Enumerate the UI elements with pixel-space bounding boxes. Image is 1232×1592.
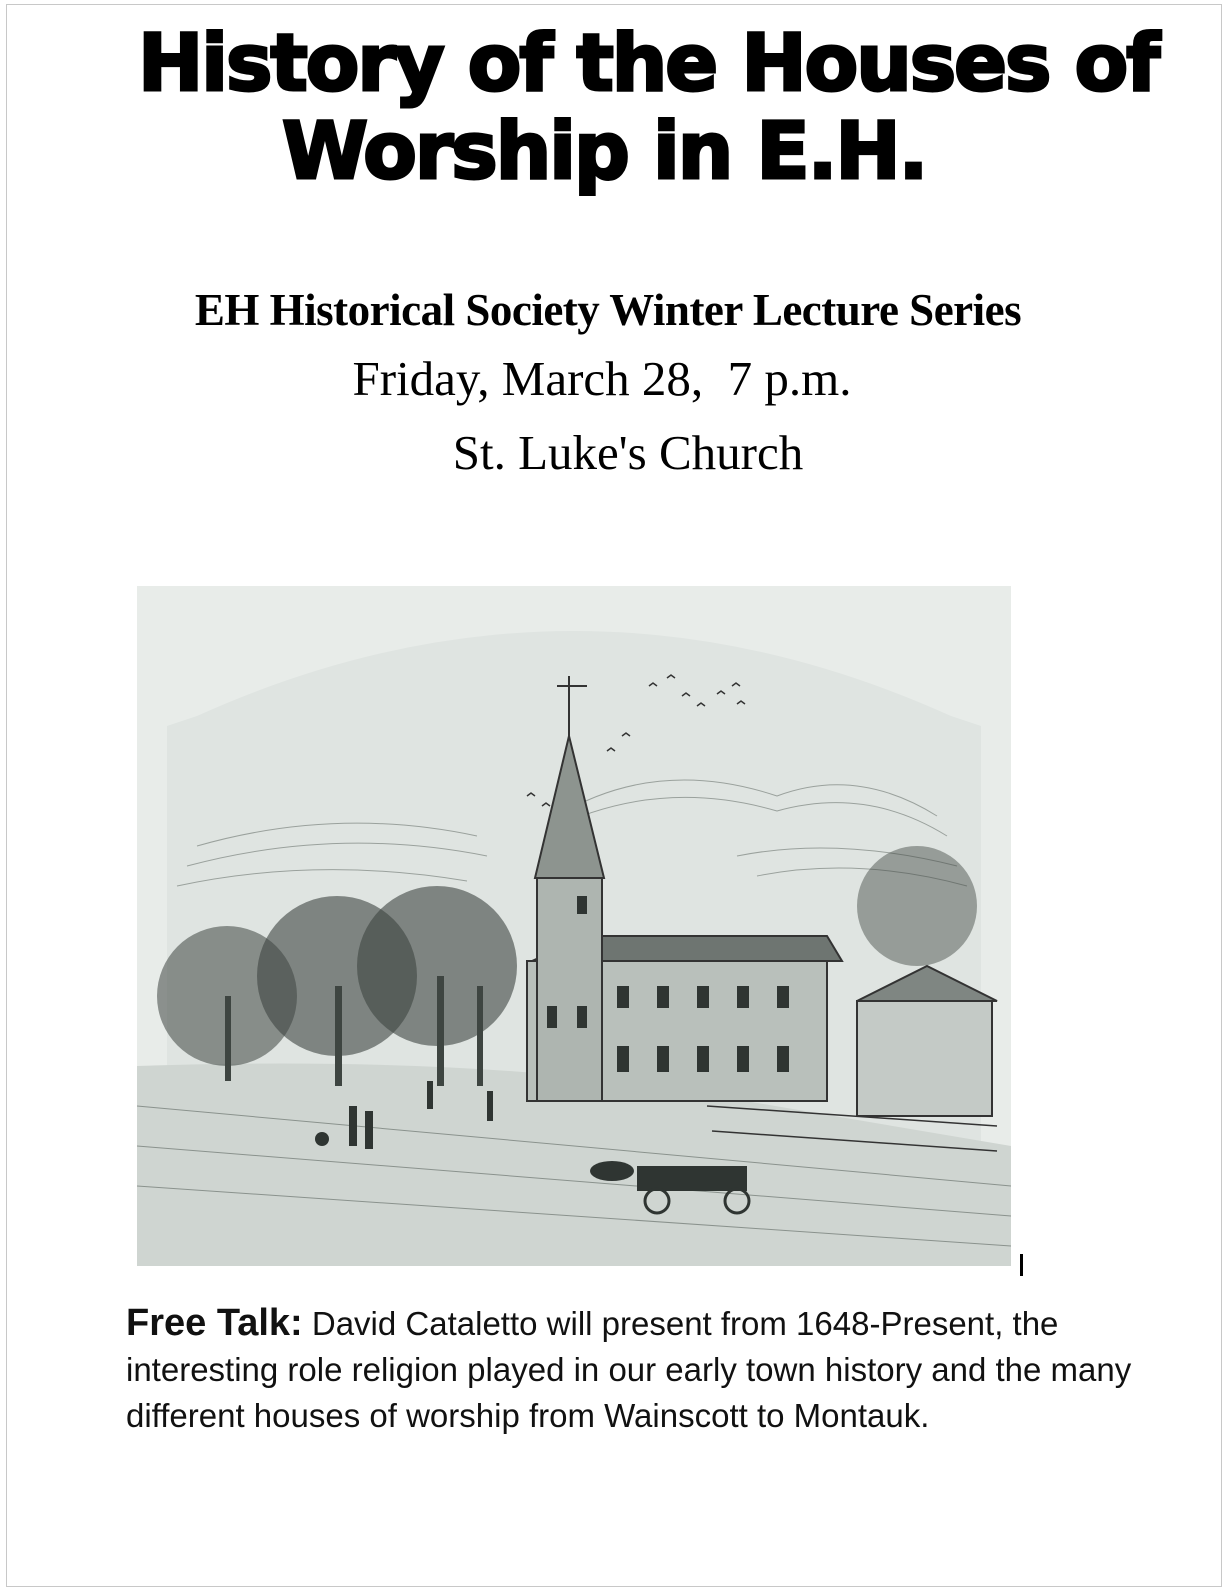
description-text: David Cataletto will present from 1648-Present, the interesting role religion played in our early town history and the many different houses of worship from Wainscott to Montauk. <box>126 1305 1132 1434</box>
church-engraving-image <box>137 586 1011 1266</box>
title-line-1: History of the Houses of <box>138 19 1159 109</box>
description-lead: Free Talk: <box>126 1302 303 1344</box>
event-datetime: Friday, March 28, 7 p.m. <box>352 351 852 406</box>
event-description <box>126 1300 1186 1439</box>
lecture-series-subtitle: EH Historical Society Winter Lecture Series <box>194 285 1022 335</box>
text-cursor <box>1020 1254 1023 1276</box>
flyer-title <box>0 20 1232 196</box>
event-venue: St. Luke's Church <box>452 425 804 480</box>
title-line-2: Worship in E.H. <box>282 107 927 198</box>
